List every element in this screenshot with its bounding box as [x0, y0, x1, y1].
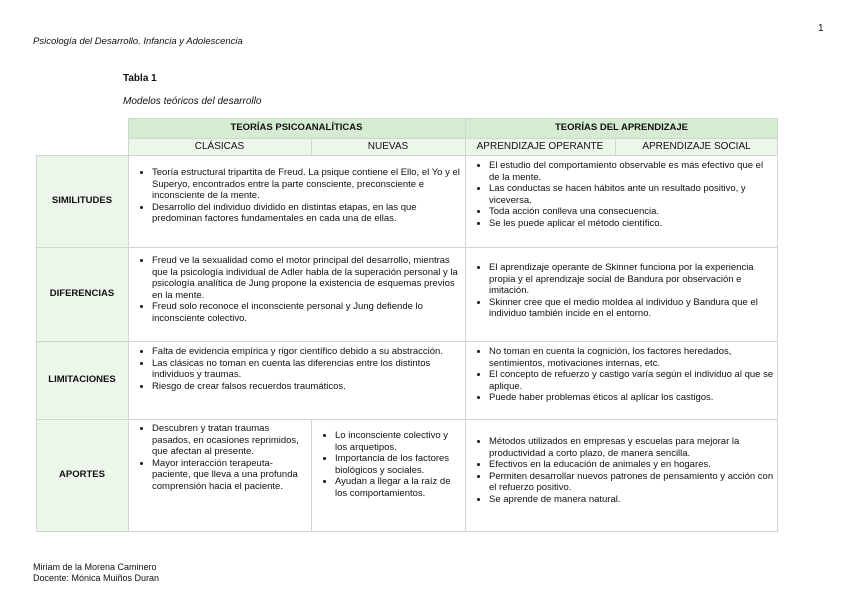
- list-item: • Desarrollo del individuo dividido en distintas etapas, en las que predominan factores fundamentales en cada una de ellas.: [152, 202, 461, 225]
- list-item: • Se les puede aplicar el método científico.: [489, 218, 774, 230]
- table-caption: Modelos teóricos del desarrollo: [123, 96, 262, 107]
- table-border: [311, 419, 312, 532]
- list-item: • No toman en cuenta la cognición, los factores heredados, sentimientos, motivaciones internas, etc.: [489, 346, 774, 369]
- list-item: • Puede haber problemas éticos al aplicar los castigos.: [489, 392, 774, 404]
- list-item: • Descubren y tratan traumas pasados, en ocasiones reprimidos, que afectan al presente.: [152, 423, 307, 458]
- limitaciones-aprendizaje: [465, 341, 778, 419]
- subheader-nuevas: NUEVAS: [311, 138, 465, 155]
- subheader-clasicas: CLÁSICAS: [128, 138, 311, 155]
- list-item: • Las conductas se hacen hábitos ante un resultado positivo, y viceversa.: [489, 183, 774, 206]
- table-border: [36, 247, 778, 248]
- list-item: • Teoría estructural tripartita de Freud. La psique contiene el Ello, el Yo y el Superyo, encontrados entre la parte consciente, preconsciente e inconsciente de la mente.: [152, 167, 461, 202]
- table-border: [128, 118, 778, 119]
- footer-author: Miriam de la Morena Caminero: [33, 562, 157, 572]
- list-item: • Mayor interacción terapeuta-paciente, que lleva a una profunda comprensión hacia el paciente.: [152, 458, 307, 493]
- diferencias-psicoanaliticas: [128, 247, 465, 341]
- table-border: [36, 341, 778, 342]
- subheader-aprendizaje-operante: APRENDIZAJE OPERANTE: [465, 138, 615, 155]
- list-item: • El aprendizaje operante de Skinner funciona por la experiencia propia y el aprendizaje social de Bandura por observación e imitación.: [489, 262, 774, 297]
- aportes-nuevas: [311, 419, 465, 531]
- similitudes-psicoanaliticas: [128, 155, 465, 247]
- limitaciones-psicoanaliticas: [128, 341, 465, 419]
- list-item: • Métodos utilizados en empresas y escuelas para mejorar la productividad a corto plazo, de manera sencilla.: [489, 436, 774, 459]
- document-header: Psicología del Desarrollo. Infancia y Adolescencia: [33, 36, 243, 47]
- list-item: • Permiten desarrollar nuevos patrones de pensamiento y acción con el refuerzo positivo.: [489, 471, 774, 494]
- table-border: [36, 155, 778, 156]
- group-header-psicoanaliticas: TEORÍAS PSICOANALÍTICAS: [128, 118, 465, 138]
- list-item: • Skinner cree que el medio moldea al individuo y Bandura que el individuo también incide en el entorno.: [489, 297, 774, 320]
- row-label-similitudes: SIMILITUDES: [36, 155, 128, 247]
- table-border: [36, 155, 37, 532]
- aportes-aprendizaje: [465, 419, 778, 531]
- table-border: [615, 138, 616, 155]
- list-item: • Importancia de los factores biológicos y sociales.: [335, 453, 461, 476]
- table-border: [36, 531, 778, 532]
- table-label: Tabla 1: [123, 73, 157, 84]
- similitudes-aprendizaje: [465, 155, 778, 247]
- list-item: • Freud ve la sexualidad como el motor principal del desarrollo, mientras que la psicología individual de Adler habla de la superación personal y la psicología analítica de Jung propone la existencia de esquemas previos en la mente.: [152, 255, 461, 301]
- aportes-clasicas: [128, 419, 311, 531]
- list-item: • Lo inconsciente colectivo y los arquetipos.: [335, 430, 461, 453]
- row-label-diferencias: DIFERENCIAS: [36, 247, 128, 341]
- list-item: • Toda acción conlleva una consecuencia.: [489, 206, 774, 218]
- footer: [33, 562, 159, 584]
- list-item: • El concepto de refuerzo y castigo varía según el individuo al que se aplique.: [489, 369, 774, 392]
- table-border: [128, 138, 778, 139]
- list-item: • Ayudan a llegar a la raíz de los comportamientos.: [335, 476, 461, 499]
- list-item: • Falta de evidencia empírica y rigor científico debido a su abstracción.: [152, 346, 461, 358]
- row-label-aportes: APORTES: [36, 419, 128, 531]
- table-border: [36, 419, 778, 420]
- list-item: • Las clásicas no toman en cuenta las diferencias entre los distintos individuos y traumas.: [152, 358, 461, 381]
- footer-teacher: Docente: Mónica Muiños Duran: [33, 573, 160, 583]
- page-number: 1: [818, 23, 824, 34]
- list-item: • El estudio del comportamiento observable es más efectivo que el de la mente.: [489, 160, 774, 183]
- group-header-aprendizaje: TEORÍAS DEL APRENDIZAJE: [465, 118, 778, 138]
- table-border: [128, 118, 129, 532]
- list-item: • Efectivos en la educación de animales y en hogares.: [489, 459, 774, 471]
- diferencias-aprendizaje: [465, 247, 778, 341]
- table-border: [311, 138, 312, 155]
- list-item: • Freud solo reconoce el inconsciente personal y Jung defiende lo inconsciente colectivo.: [152, 301, 461, 324]
- subheader-aprendizaje-social: APRENDIZAJE SOCIAL: [615, 138, 778, 155]
- table-border: [777, 118, 778, 532]
- list-item: • Se aprende de manera natural.: [489, 494, 774, 506]
- table-border: [465, 118, 466, 532]
- list-item: • Riesgo de crear falsos recuerdos traumáticos.: [152, 381, 461, 393]
- row-label-limitaciones: LIMITACIONES: [36, 341, 128, 419]
